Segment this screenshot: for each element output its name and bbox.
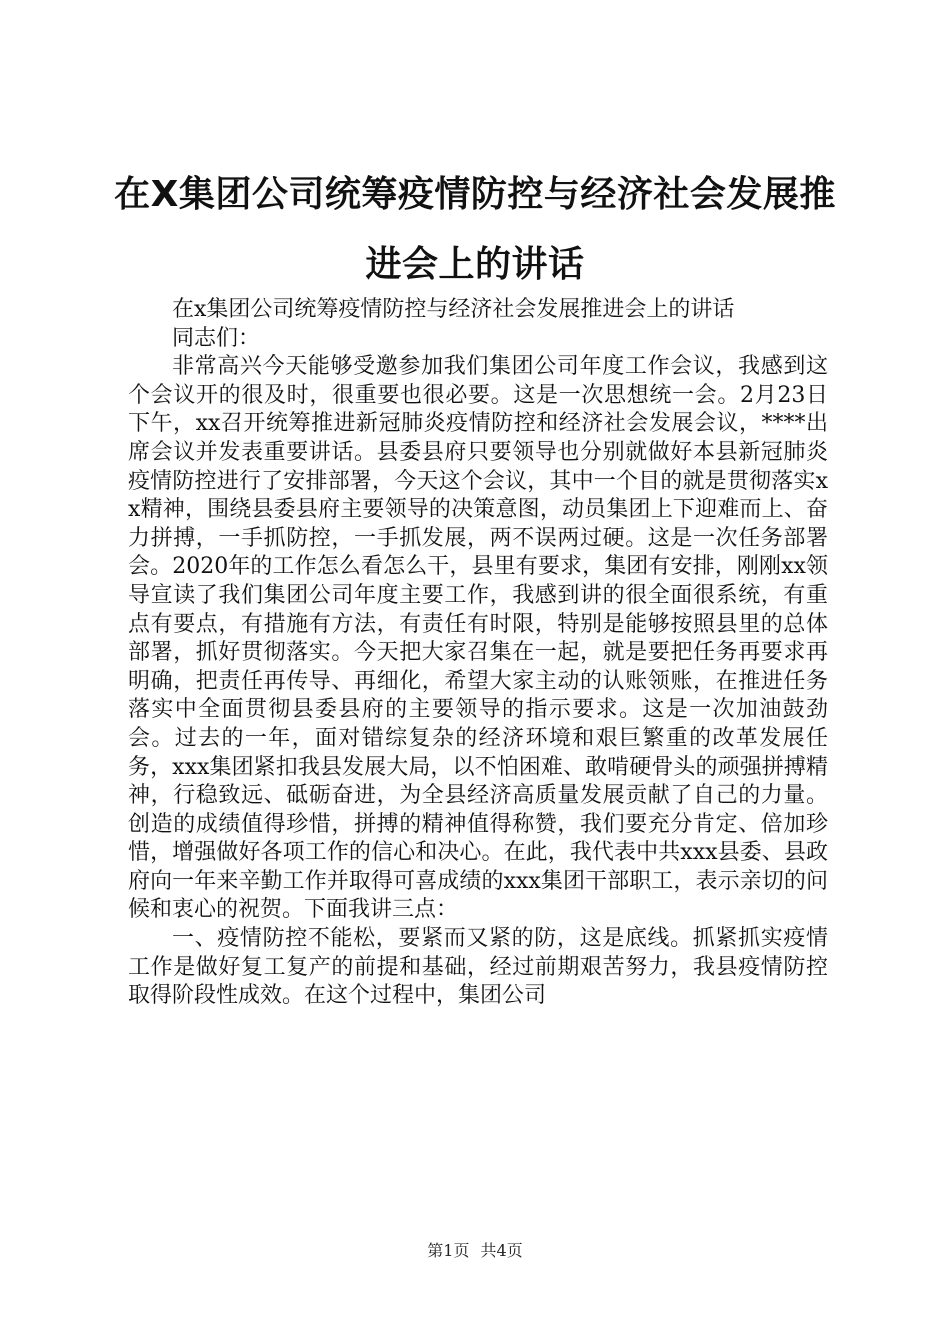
document-title (100, 160, 850, 300)
paragraph-salutation: 同志们： (172, 325, 261, 351)
title-line-1: 在X集团公司统筹疫情防控与经济社会发展推 (114, 174, 836, 215)
page-number: 第1页 (427, 1241, 470, 1260)
page-footer (0, 1241, 950, 1261)
document-body (128, 296, 828, 1011)
paragraph-heading-repeat: 在x集团公司统筹疫情防控与经济社会发展推进会上的讲话 (172, 297, 735, 322)
paragraph-point-one: 一、疫情防控不能松，要紧而又紧的防，这是底线。抓紧抓实疫情工作是做好复工复产的前提和基础，经过前期艰苦努力，我县疫情防控取得阶段性成效。在这个过程中，集团公司 (128, 926, 828, 1009)
paragraph-main: 非常高兴今天能够受邀参加我们集团公司年度工作会议，我感到这个会议开的很及时，很重要也很必要。这是一次思想统一会。2月23日下午，xx召开统筹推进新冠肺炎疫情防控和经济社会发展会议，****出席会议并发表重要讲话。县委县府只要领导也分别就做好本县新冠肺炎疫情防控进行了安排部署，今天这个会议，其中一个目的就是贯彻落实xx精神，围绕县委县府主要领导的决策意图，动员集团上下迎难而上、奋力拼搏，一手抓防控，一手抓发展，两不误两过硬。这是一次任务部署会。2020年的工作怎么看怎么干，县里有要求，集团有安排，刚刚xx领导宣读了我们集团公司年度主要工作，我感到讲的很全面很系统，有重点有要点，有措施有方法，有责任有时限，特别是能够按照县里的总体部署，抓好贯彻落实。今天把大家召集在一起，就是要把任务再要求再明确，把责任再传导、再细化，希望大家主动的认账领账，在推进任务落实中全面贯彻县委县府的主要领导的指示要求。这是一次加油鼓劲会。过去的一年，面对错综复杂的经济环境和艰巨繁重的改革发展任务，xxx集团紧扣我县发展大局，以不怕困难、敢啃硬骨头的顽强拼搏精神，行稳致远、砥砺奋进，为全县经济高质量发展贡献了自己的力量。创造的成绩值得珍惜，拼搏的精神值得称赞，我们要充分肯定、倍加珍惜，增强做好各项工作的信心和决心。在此，我代表中共xxx县委、县政府向一年来辛勤工作并取得可喜成绩的xxx集团干部职工，表示亲切的问候和衷心的祝贺。下面我讲三点： (128, 354, 828, 923)
title-line-2: 进会上的讲话 (365, 244, 585, 285)
page-total: 共4页 (480, 1241, 523, 1260)
